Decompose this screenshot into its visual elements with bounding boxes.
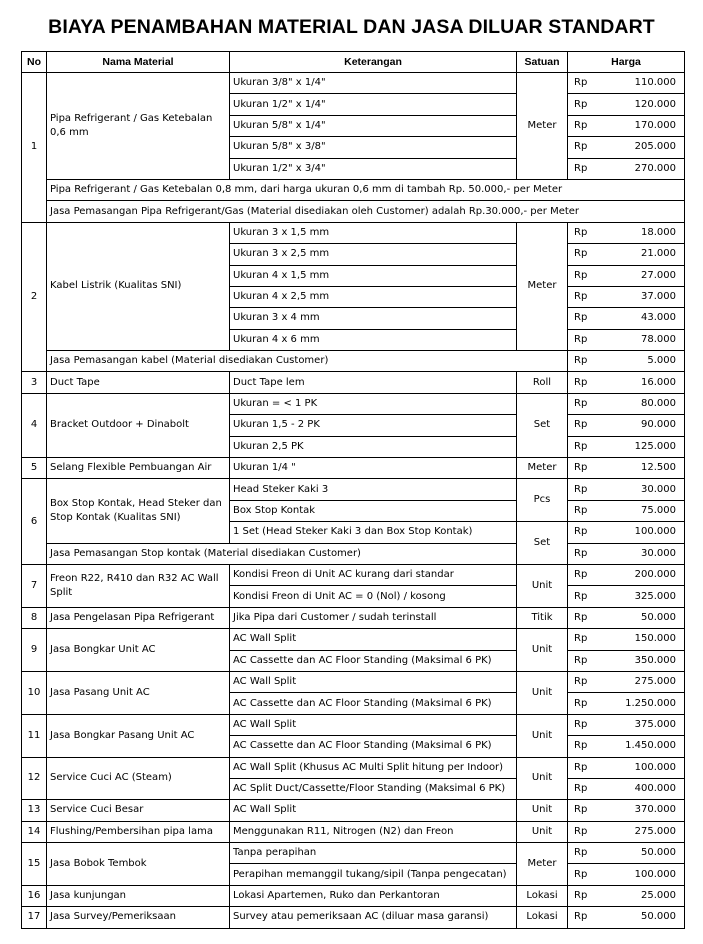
description: Ukuran 5/8" x 1/4"	[230, 115, 517, 136]
description: AC Wall Split	[230, 671, 517, 692]
row-number: 12	[22, 757, 47, 800]
unit: Set	[517, 522, 568, 565]
header-row	[22, 52, 685, 73]
price: 5.000	[612, 351, 685, 372]
price: 12.500	[612, 458, 685, 479]
description: AC Wall Split	[230, 714, 517, 735]
page-title: BIAYA PENAMBAHAN MATERIAL DAN JASA DILUAR STANDART	[48, 16, 655, 38]
currency: Rp	[568, 693, 612, 714]
material-name: Pipa Refrigerant / Gas Ketebalan 0,6 mm	[47, 73, 230, 180]
unit: Unit	[517, 800, 568, 821]
table-row	[22, 351, 685, 372]
currency: Rp	[568, 586, 612, 607]
price: 90.000	[612, 415, 685, 436]
description: Ukuran 3 x 4 mm	[230, 308, 517, 329]
price: 75.000	[612, 500, 685, 521]
material-name: Freon R22, R410 dan R32 AC Wall Split	[47, 564, 230, 607]
price: 125.000	[612, 436, 685, 457]
price: 375.000	[612, 714, 685, 735]
price: 25.000	[612, 885, 685, 906]
currency: Rp	[568, 372, 612, 393]
price: 18.000	[612, 222, 685, 243]
currency: Rp	[568, 137, 612, 158]
header-price: Harga	[568, 52, 685, 73]
description: AC Wall Split (Khusus AC Multi Split hitung per Indoor)	[230, 757, 517, 778]
currency: Rp	[568, 864, 612, 885]
header-unit: Satuan	[517, 52, 568, 73]
unit: Unit	[517, 629, 568, 672]
description: Ukuran 3 x 1,5 mm	[230, 222, 517, 243]
material-name: Jasa Pasang Unit AC	[47, 671, 230, 714]
table-row	[22, 564, 685, 585]
currency: Rp	[568, 222, 612, 243]
row-number: 10	[22, 671, 47, 714]
description: Ukuran = < 1 PK	[230, 393, 517, 414]
price-table	[21, 51, 685, 929]
unit: Pcs	[517, 479, 568, 522]
material-name: Jasa Bongkar Unit AC	[47, 629, 230, 672]
price: 205.000	[612, 137, 685, 158]
price: 21.000	[612, 244, 685, 265]
row-number: 4	[22, 393, 47, 457]
description: Ukuran 3/8" x 1/4"	[230, 73, 517, 94]
currency: Rp	[568, 329, 612, 350]
price: 275.000	[612, 821, 685, 842]
row-number: 16	[22, 885, 47, 906]
currency: Rp	[568, 265, 612, 286]
table-row	[22, 757, 685, 778]
description: Kondisi Freon di Unit AC kurang dari standar	[230, 564, 517, 585]
description: Kondisi Freon di Unit AC = 0 (Nol) / kosong	[230, 586, 517, 607]
table-row	[22, 458, 685, 479]
unit: Titik	[517, 607, 568, 628]
unit: Meter	[517, 843, 568, 886]
price: 100.000	[612, 864, 685, 885]
unit: Roll	[517, 372, 568, 393]
description: AC Split Duct/Cassette/Floor Standing (Maksimal 6 PK)	[230, 778, 517, 799]
row-number: 11	[22, 714, 47, 757]
price: 370.000	[612, 800, 685, 821]
row-number: 7	[22, 564, 47, 607]
price: 150.000	[612, 629, 685, 650]
unit: Unit	[517, 671, 568, 714]
unit: Lokasi	[517, 885, 568, 906]
description: AC Cassette dan AC Floor Standing (Maksimal 6 PK)	[230, 693, 517, 714]
currency: Rp	[568, 629, 612, 650]
unit: Unit	[517, 714, 568, 757]
currency: Rp	[568, 885, 612, 906]
note-row	[22, 201, 685, 222]
table-row	[22, 629, 685, 650]
price: 80.000	[612, 393, 685, 414]
description: Ukuran 1/2" x 3/4"	[230, 158, 517, 179]
unit: Set	[517, 393, 568, 457]
currency: Rp	[568, 115, 612, 136]
row-number: 6	[22, 479, 47, 565]
currency: Rp	[568, 778, 612, 799]
description: AC Wall Split	[230, 800, 517, 821]
price: 30.000	[612, 543, 685, 564]
unit: Unit	[517, 564, 568, 607]
table-row	[22, 821, 685, 842]
description: Ukuran 1,5 - 2 PK	[230, 415, 517, 436]
note: Jasa Pemasangan Pipa Refrigerant/Gas (Material disediakan oleh Customer) adalah Rp.30.000,- per Meter	[47, 201, 685, 222]
row-number: 13	[22, 800, 47, 821]
table-row	[22, 885, 685, 906]
unit: Meter	[517, 73, 568, 180]
material-name: Flushing/Pembersihan pipa lama	[47, 821, 230, 842]
table-row	[22, 843, 685, 864]
description: Perapihan memanggil tukang/sipil (Tanpa pengecatan)	[230, 864, 517, 885]
header-name: Nama Material	[47, 52, 230, 73]
description: 1 Set (Head Steker Kaki 3 dan Box Stop Kontak)	[230, 522, 517, 543]
description: Ukuran 4 x 2,5 mm	[230, 286, 517, 307]
currency: Rp	[568, 564, 612, 585]
table-row	[22, 907, 685, 928]
unit: Lokasi	[517, 907, 568, 928]
description: Tanpa perapihan	[230, 843, 517, 864]
price: 1.250.000	[612, 693, 685, 714]
row-number: 2	[22, 222, 47, 372]
currency: Rp	[568, 415, 612, 436]
row-number: 8	[22, 607, 47, 628]
price: 110.000	[612, 73, 685, 94]
material-name: Bracket Outdoor + Dinabolt	[47, 393, 230, 457]
price: 100.000	[612, 757, 685, 778]
price: 270.000	[612, 158, 685, 179]
row-number: 3	[22, 372, 47, 393]
currency: Rp	[568, 458, 612, 479]
price: 275.000	[612, 671, 685, 692]
currency: Rp	[568, 821, 612, 842]
description: Duct Tape lem	[230, 372, 517, 393]
unit: Unit	[517, 821, 568, 842]
description: Box Stop Kontak	[230, 500, 517, 521]
material-name: Kabel Listrik (Kualitas SNI)	[47, 222, 230, 350]
currency: Rp	[568, 479, 612, 500]
description: AC Cassette dan AC Floor Standing (Maksimal 6 PK)	[230, 736, 517, 757]
currency: Rp	[568, 543, 612, 564]
price: 43.000	[612, 308, 685, 329]
currency: Rp	[568, 907, 612, 928]
row-number: 15	[22, 843, 47, 886]
price: 37.000	[612, 286, 685, 307]
price: 50.000	[612, 607, 685, 628]
price: 78.000	[612, 329, 685, 350]
price: 27.000	[612, 265, 685, 286]
description: Menggunakan R11, Nitrogen (N2) dan Freon	[230, 821, 517, 842]
currency: Rp	[568, 757, 612, 778]
currency: Rp	[568, 800, 612, 821]
description: AC Cassette dan AC Floor Standing (Maksimal 6 PK)	[230, 650, 517, 671]
currency: Rp	[568, 607, 612, 628]
price: 50.000	[612, 907, 685, 928]
currency: Rp	[568, 500, 612, 521]
description: Ukuran 1/4 "	[230, 458, 517, 479]
table-row	[22, 222, 685, 243]
description: Ukuran 1/2" x 1/4"	[230, 94, 517, 115]
description: Survey atau pemeriksaan AC (diluar masa garansi)	[230, 907, 517, 928]
extra-service: Jasa Pemasangan kabel (Material disediakan Customer)	[47, 351, 568, 372]
currency: Rp	[568, 843, 612, 864]
material-name: Duct Tape	[47, 372, 230, 393]
description: Ukuran 5/8" x 3/8"	[230, 137, 517, 158]
table-row	[22, 607, 685, 628]
header-desc: Keterangan	[230, 52, 517, 73]
price: 200.000	[612, 564, 685, 585]
price: 170.000	[612, 115, 685, 136]
price: 50.000	[612, 843, 685, 864]
unit: Meter	[517, 222, 568, 350]
table-row	[22, 372, 685, 393]
note-row	[22, 179, 685, 200]
unit: Unit	[517, 757, 568, 800]
description: Ukuran 3 x 2,5 mm	[230, 244, 517, 265]
material-name: Selang Flexible Pembuangan Air	[47, 458, 230, 479]
material-name: Service Cuci AC (Steam)	[47, 757, 230, 800]
row-number: 1	[22, 73, 47, 223]
price: 1.450.000	[612, 736, 685, 757]
currency: Rp	[568, 436, 612, 457]
row-number: 9	[22, 629, 47, 672]
currency: Rp	[568, 308, 612, 329]
table-row	[22, 73, 685, 94]
description: Ukuran 4 x 6 mm	[230, 329, 517, 350]
material-name: Jasa Pengelasan Pipa Refrigerant	[47, 607, 230, 628]
price: 120.000	[612, 94, 685, 115]
extra-service: Jasa Pemasangan Stop kontak (Material disediakan Customer)	[47, 543, 517, 564]
currency: Rp	[568, 650, 612, 671]
currency: Rp	[568, 671, 612, 692]
table-row	[22, 393, 685, 414]
description: Jika Pipa dari Customer / sudah terinstall	[230, 607, 517, 628]
row-number: 5	[22, 458, 47, 479]
currency: Rp	[568, 714, 612, 735]
material-name: Jasa Bobok Tembok	[47, 843, 230, 886]
note: Pipa Refrigerant / Gas Ketebalan 0,8 mm, dari harga ukuran 0,6 mm di tambah Rp. 50.000,- per Meter	[47, 179, 685, 200]
table-row	[22, 671, 685, 692]
currency: Rp	[568, 351, 612, 372]
table-row	[22, 479, 685, 500]
description: AC Wall Split	[230, 629, 517, 650]
currency: Rp	[568, 522, 612, 543]
material-name: Jasa kunjungan	[47, 885, 230, 906]
price: 325.000	[612, 586, 685, 607]
price: 100.000	[612, 522, 685, 543]
table-row	[22, 800, 685, 821]
description: Lokasi Apartemen, Ruko dan Perkantoran	[230, 885, 517, 906]
currency: Rp	[568, 393, 612, 414]
material-name: Service Cuci Besar	[47, 800, 230, 821]
description: Ukuran 4 x 1,5 mm	[230, 265, 517, 286]
material-name: Jasa Survey/Pemeriksaan	[47, 907, 230, 928]
price: 350.000	[612, 650, 685, 671]
price: 400.000	[612, 778, 685, 799]
table-row	[22, 714, 685, 735]
header-no: No	[22, 52, 47, 73]
material-name: Box Stop Kontak, Head Steker dan Stop Kontak (Kualitas SNI)	[47, 479, 230, 543]
currency: Rp	[568, 736, 612, 757]
description: Head Steker Kaki 3	[230, 479, 517, 500]
unit: Meter	[517, 458, 568, 479]
currency: Rp	[568, 286, 612, 307]
currency: Rp	[568, 94, 612, 115]
price: 30.000	[612, 479, 685, 500]
description: Ukuran 2,5 PK	[230, 436, 517, 457]
price: 16.000	[612, 372, 685, 393]
row-number: 17	[22, 907, 47, 928]
table-row	[22, 543, 685, 564]
currency: Rp	[568, 158, 612, 179]
currency: Rp	[568, 73, 612, 94]
material-name: Jasa Bongkar Pasang Unit AC	[47, 714, 230, 757]
currency: Rp	[568, 244, 612, 265]
row-number: 14	[22, 821, 47, 842]
